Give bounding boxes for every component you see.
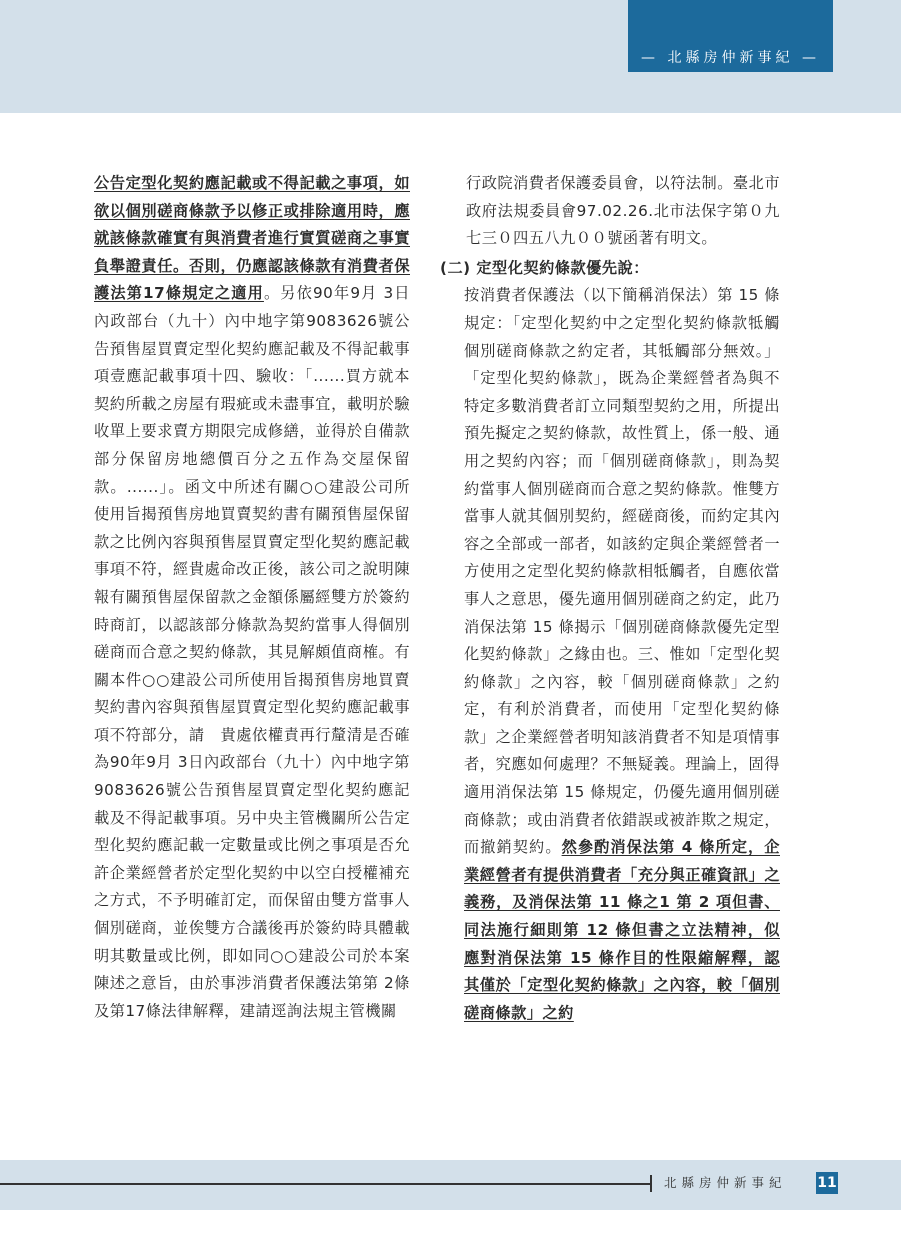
section-body-underlined: 然參酌消保法第 4 條所定，企業經營者有提供消費者「充分與正確資訊」之義務，及消保法第 11 條之1 第 2 項但書、同法施行細則第 12 條但書之立法精神，似應對消保法第 15 條作目的性限縮解釋，認其僅於「定型化契約條款」之內容，較「個別磋商條款」之約 — [464, 838, 780, 1022]
footer-title: 北縣房仲新事紀 — [664, 1175, 787, 1190]
left-column-body: 。另依90年9月 3日內政部台（九十）內中地字第9083626號公告預售屋買賣定型化契約應記載及不得記載事項壹應記載事項十四、驗收：「......買方就本契約所載之房屋有瑕疵或未盡事宜，載明於驗收單上要求賣方期限完成修繕，並得於自備款部分保留房地總價百分之五作為交屋保留款。......」。函文中所述有關○○建設公司所使用旨揭預售房地買賣契約書有關預售屋保留款之比例內容與預售屋買賣定型化契約應記載事項不符，經貴處命改正後，該公司之說明陳報有關預售屋保留款之金額係屬經雙方於簽約時商訂，以認該部分條款為契約當事人得個別磋商而合意之契約條款，其見解頗值商榷。有關本件○○建設公司所使用旨揭預售房地買賣契約書內容與預售屋買賣定型化契約應記載事項不符部分，請 貴處依權責再行釐清是否確為90年9月 3日內政部台（九十）內中地字第9083626號公告預售屋買賣定型化契約應記載及不得記載事項。另中央主管機關所公告定型化契約應記載一定數量或比例之事項是否允許企業經營者於定型化契約中以空白授權補充之方式，不予明確訂定，而保留由雙方當事人個別磋商，並俟雙方合議後再於簽約時具體載明其數量或比例，即如同○○建設公司於本案陳述之意旨，由於事涉消費者保護法第第 2條及第17條法律解釋，建請逕詢法規主管機關 — [94, 284, 410, 1020]
right-column-continuation: 行政院消費者保護委員會，以符法制。臺北市政府法規委員會97.02.26.北市法保字第０九七三０四五八九００號函著有明文。 — [466, 174, 780, 248]
footer-rule — [0, 1183, 650, 1185]
right-column — [440, 170, 780, 1027]
section-body: 按消費者保護法（以下簡稱消保法）第 15 條規定：「定型化契約中之定型化契約條款牴觸個別磋商條款之約定者，其牴觸部分無效。」「定型化契約條款」，既為企業經營者為與不特定多數消費者訂立同類型契約之用，所提出預先擬定之契約條款，故性質上，係一般、通用之契約內容；而「個別磋商條款」，則為契約當事人個別磋商而合意之契約條款。惟雙方當事人就其個別契約，經磋商後，而約定其內容之全部或一部者，如該約定與企業經營者一方使用之定型化契約條款相牴觸者，自應依當事人之意思，優先適用個別磋商之約定，此乃消保法第 15 條揭示「個別磋商條款優先定型化契約條款」之緣由也。三、惟如「定型化契約條款」之內容，較「個別磋商條款」之約定，有利於消費者，而使用「定型化契約條款」之企業經營者明知該消費者不知是項情事者，究應如何處理？不無疑義。理論上，固得適用消保法第 15 條規定，仍優先適用個別磋商條款；或由消費者依錯誤或被詐欺之規定，而撤銷契約。 — [464, 286, 780, 857]
section-heading: (二) 定型化契約條款優先說： — [440, 258, 649, 277]
section-body-paragraph — [440, 282, 780, 1027]
footer-rule-tick — [650, 1175, 652, 1192]
header-title: — 北縣房仲新事紀 — — [641, 50, 820, 66]
header-tab — [628, 0, 833, 72]
page-number: 11 — [816, 1172, 838, 1194]
left-column-paragraph — [94, 170, 410, 1025]
left-column — [94, 170, 410, 1025]
left-column-lead-underlined: 公告定型化契約應記載或不得記載之事項，如欲以個別磋商條款予以修正或排除適用時，應就該條款確實有與消費者進行實質磋商之事實負舉證責任。否則，仍應認該條款有消費者保護法第17條規定之適用 — [94, 174, 410, 303]
